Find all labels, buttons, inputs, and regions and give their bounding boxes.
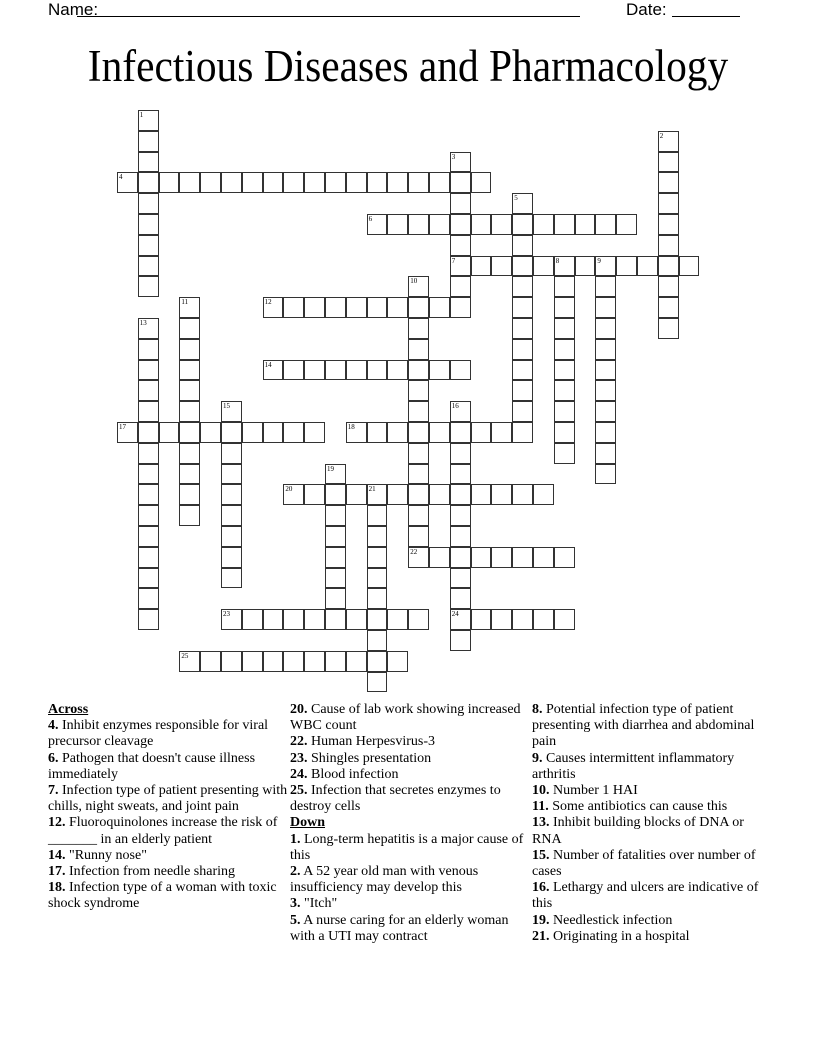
grid-cell[interactable] <box>221 651 242 672</box>
grid-cell[interactable] <box>450 484 471 505</box>
grid-cell[interactable] <box>221 547 242 568</box>
grid-cell[interactable] <box>512 276 533 297</box>
grid-cell[interactable] <box>658 276 679 297</box>
grid-cell[interactable] <box>367 526 388 547</box>
grid-cell[interactable] <box>450 297 471 318</box>
grid-cell[interactable] <box>491 256 512 277</box>
grid-cell[interactable] <box>533 214 554 235</box>
cell-number: 11 <box>181 298 189 307</box>
grid-cell[interactable] <box>512 380 533 401</box>
grid-cell[interactable] <box>179 484 200 505</box>
grid-cell[interactable] <box>179 172 200 193</box>
grid-cell[interactable] <box>408 297 429 318</box>
grid-cell[interactable] <box>138 360 159 381</box>
grid-cell[interactable] <box>408 422 429 443</box>
cell-number: 2 <box>659 131 664 140</box>
grid-cell[interactable] <box>450 464 471 485</box>
grid-cell[interactable] <box>367 214 388 235</box>
grid-cell[interactable] <box>283 484 304 505</box>
clues-column-3 <box>532 702 772 945</box>
grid-cell[interactable] <box>346 651 367 672</box>
grid-cell[interactable] <box>471 256 492 277</box>
grid-cell[interactable] <box>138 464 159 485</box>
grid-cell[interactable] <box>408 505 429 526</box>
grid-cell[interactable] <box>512 256 533 277</box>
grid-cell[interactable] <box>221 505 242 526</box>
grid-cell[interactable] <box>450 422 471 443</box>
grid-cell[interactable] <box>283 172 304 193</box>
grid-cell[interactable] <box>346 484 367 505</box>
grid-cell[interactable] <box>554 276 575 297</box>
grid-cell[interactable] <box>367 672 388 693</box>
down-heading: Down <box>290 815 326 831</box>
grid-cell[interactable] <box>471 422 492 443</box>
grid-cell[interactable] <box>387 360 408 381</box>
cell-number: 8 <box>555 256 560 265</box>
grid-cell[interactable] <box>450 547 471 568</box>
grid-cell[interactable] <box>429 484 450 505</box>
grid-cell[interactable] <box>138 526 159 547</box>
grid-cell[interactable] <box>512 318 533 339</box>
grid-cell[interactable] <box>221 609 242 630</box>
cell-number: 22 <box>410 547 418 556</box>
cell-number: 19 <box>327 464 334 473</box>
date-label: Date: <box>626 0 667 19</box>
grid-cell[interactable] <box>367 547 388 568</box>
grid-cell[interactable] <box>304 609 325 630</box>
cell-number: 9 <box>597 256 601 265</box>
cell-number: 17 <box>119 423 126 431</box>
grid-cell[interactable] <box>616 256 637 277</box>
grid-cell[interactable] <box>658 152 679 173</box>
grid-cell[interactable] <box>658 256 679 277</box>
grid-cell[interactable] <box>658 318 679 339</box>
grid-cell[interactable] <box>387 214 408 235</box>
grid-cell[interactable] <box>367 651 388 672</box>
grid-cell[interactable] <box>533 547 554 568</box>
cell-number: 1 <box>139 111 144 119</box>
grid-cell[interactable] <box>283 651 304 672</box>
grid-cell[interactable] <box>304 651 325 672</box>
grid-cell[interactable] <box>554 318 575 339</box>
clue-down-19: 19. Needlestick infection <box>532 912 673 928</box>
grid-cell[interactable] <box>138 380 159 401</box>
grid-cell[interactable] <box>138 547 159 568</box>
grid-cell[interactable] <box>575 256 596 277</box>
clue-down-10: 10. Number 1 HAI <box>532 783 638 799</box>
grid-cell[interactable] <box>138 484 159 505</box>
grid-cell[interactable] <box>367 588 388 609</box>
grid-cell[interactable] <box>533 484 554 505</box>
grid-cell[interactable] <box>242 172 263 193</box>
grid-cell[interactable] <box>471 609 492 630</box>
grid-cell[interactable] <box>595 318 616 339</box>
clues-column-1 <box>48 702 288 913</box>
grid-cell[interactable] <box>138 256 159 277</box>
grid-cell[interactable] <box>325 464 346 485</box>
grid-cell[interactable] <box>325 526 346 547</box>
grid-cell[interactable] <box>471 172 492 193</box>
clues-column-2 <box>290 702 530 945</box>
cell-number: 18 <box>347 423 355 431</box>
grid-cell[interactable] <box>263 422 284 443</box>
grid-cell[interactable] <box>221 172 242 193</box>
grid-cell[interactable] <box>200 422 221 443</box>
grid-cell[interactable] <box>367 505 388 526</box>
grid-cell[interactable] <box>429 360 450 381</box>
grid-cell[interactable] <box>117 422 138 443</box>
grid-cell[interactable] <box>346 609 367 630</box>
grid-cell[interactable] <box>138 276 159 297</box>
cell-number: 7 <box>451 256 456 265</box>
grid-cell[interactable] <box>221 568 242 589</box>
grid-cell[interactable] <box>200 172 221 193</box>
grid-cell[interactable] <box>408 401 429 422</box>
grid-cell[interactable] <box>221 464 242 485</box>
grid-cell[interactable] <box>554 422 575 443</box>
grid-cell[interactable] <box>138 193 159 214</box>
grid-cell[interactable] <box>367 172 388 193</box>
grid-cell[interactable] <box>159 172 180 193</box>
grid-cell[interactable] <box>595 256 616 277</box>
clue-across-22: 22. Human Herpesvirus-3 <box>290 734 436 750</box>
grid-cell[interactable] <box>221 401 242 422</box>
grid-cell[interactable] <box>450 443 471 464</box>
grid-cell[interactable] <box>408 609 429 630</box>
clue-down-16: 16. Lethargy and ulcers are indicative of this <box>532 880 759 912</box>
grid-cell[interactable] <box>450 568 471 589</box>
grid-cell[interactable] <box>471 547 492 568</box>
clue-across-7: 7. Infection type of patient presenting with chills, night sweats, and joint pain <box>48 783 288 815</box>
grid-cell[interactable] <box>325 588 346 609</box>
grid-cell[interactable] <box>138 318 159 339</box>
clue-across-17: 17. Infection from needle sharing <box>48 864 235 880</box>
grid-cell[interactable] <box>450 214 471 235</box>
grid-cell[interactable] <box>450 152 471 173</box>
grid-cell[interactable] <box>554 380 575 401</box>
grid-cell[interactable] <box>450 172 471 193</box>
grid-cell[interactable] <box>679 256 700 277</box>
clue-across-12: 12. Fluoroquinolones increase the risk of _______ in an elderly patient <box>48 815 278 847</box>
grid-cell[interactable] <box>491 484 512 505</box>
grid-cell[interactable] <box>512 193 533 214</box>
grid-cell[interactable] <box>304 297 325 318</box>
grid-cell[interactable] <box>283 609 304 630</box>
grid-cell[interactable] <box>408 526 429 547</box>
grid-cell[interactable] <box>429 214 450 235</box>
grid-cell[interactable] <box>367 422 388 443</box>
grid-cell[interactable] <box>408 380 429 401</box>
grid-cell[interactable] <box>512 547 533 568</box>
grid-cell[interactable] <box>179 380 200 401</box>
clue-across-20: 20. Cause of lab work showing increased WBC count <box>290 702 521 734</box>
grid-cell[interactable] <box>450 235 471 256</box>
grid-cell[interactable] <box>575 214 596 235</box>
grid-cell[interactable] <box>325 172 346 193</box>
grid-cell[interactable] <box>450 256 471 277</box>
grid-cell[interactable] <box>367 297 388 318</box>
grid-cell[interactable] <box>554 256 575 277</box>
cell-number: 20 <box>285 485 293 494</box>
clue-across-4: 4. Inhibit enzymes responsible for viral precursor cleavage <box>48 718 269 750</box>
grid-cell[interactable] <box>512 484 533 505</box>
cell-number: 6 <box>368 215 373 223</box>
grid-cell[interactable] <box>491 609 512 630</box>
grid-cell[interactable] <box>179 401 200 422</box>
grid-cell[interactable] <box>471 214 492 235</box>
grid-cell[interactable] <box>595 443 616 464</box>
grid-cell[interactable] <box>346 422 367 443</box>
grid-cell[interactable] <box>138 339 159 360</box>
grid-cell[interactable] <box>408 339 429 360</box>
clue-across-23: 23. Shingles presentation <box>290 750 432 766</box>
clue-down-21: 21. Originating in a hospital <box>532 928 690 944</box>
grid-cell[interactable] <box>408 360 429 381</box>
cell-number: 21 <box>368 485 376 494</box>
grid-cell[interactable] <box>387 172 408 193</box>
cell-number: 23 <box>223 610 230 619</box>
grid-cell[interactable] <box>595 380 616 401</box>
grid-cell[interactable] <box>367 609 388 630</box>
grid-cell[interactable] <box>595 360 616 381</box>
grid-cell[interactable] <box>554 360 575 381</box>
grid-cell[interactable] <box>533 609 554 630</box>
grid-cell[interactable] <box>325 568 346 589</box>
grid-cell[interactable] <box>304 484 325 505</box>
clue-down-3: 3. "Itch" <box>290 896 338 912</box>
grid-cell[interactable] <box>429 422 450 443</box>
grid-cell[interactable] <box>242 651 263 672</box>
grid-cell[interactable] <box>221 526 242 547</box>
grid-cell[interactable] <box>325 547 346 568</box>
grid-cell[interactable] <box>533 256 554 277</box>
grid-cell[interactable] <box>450 526 471 547</box>
grid-cell[interactable] <box>554 214 575 235</box>
grid-cell[interactable] <box>179 297 200 318</box>
name-label: Name: <box>48 0 99 19</box>
grid-cell[interactable] <box>637 256 658 277</box>
grid-cell[interactable] <box>450 630 471 651</box>
grid-cell[interactable] <box>221 484 242 505</box>
grid-cell[interactable] <box>595 276 616 297</box>
grid-cell[interactable] <box>304 172 325 193</box>
grid-cell[interactable] <box>263 360 284 381</box>
cell-number: 12 <box>264 298 272 307</box>
grid-cell[interactable] <box>595 214 616 235</box>
grid-cell[interactable] <box>221 422 242 443</box>
cell-number: 16 <box>451 402 459 411</box>
cell-number: 13 <box>139 319 147 327</box>
grid-cell[interactable] <box>138 172 159 193</box>
grid-cell[interactable] <box>325 609 346 630</box>
grid-cell[interactable] <box>658 172 679 193</box>
clue-across-14: 14. "Runny nose" <box>48 847 147 863</box>
grid-cell[interactable] <box>471 484 492 505</box>
grid-cell[interactable] <box>491 422 512 443</box>
grid-cell[interactable] <box>346 172 367 193</box>
grid-cell[interactable] <box>450 276 471 297</box>
grid-cell[interactable] <box>179 422 200 443</box>
grid-cell[interactable] <box>512 214 533 235</box>
clue-down-11: 11. Some antibiotics can cause this <box>532 799 728 815</box>
grid-cell[interactable] <box>387 422 408 443</box>
grid-cell[interactable] <box>242 422 263 443</box>
grid-cell[interactable] <box>595 464 616 485</box>
grid-cell[interactable] <box>179 651 200 672</box>
grid-cell[interactable] <box>179 360 200 381</box>
grid-cell[interactable] <box>159 422 180 443</box>
clue-down-8: 8. Potential infection type of patient presenting with diarrhea and abdominal pain <box>532 702 755 750</box>
grid-cell[interactable] <box>512 360 533 381</box>
grid-cell[interactable] <box>595 422 616 443</box>
grid-cell[interactable] <box>512 297 533 318</box>
cell-number: 3 <box>451 152 456 161</box>
grid-cell[interactable] <box>138 568 159 589</box>
grid-cell[interactable] <box>346 297 367 318</box>
grid-cell[interactable] <box>283 422 304 443</box>
grid-cell[interactable] <box>325 505 346 526</box>
grid-cell[interactable] <box>450 588 471 609</box>
grid-cell[interactable] <box>450 505 471 526</box>
grid-cell[interactable] <box>346 360 367 381</box>
grid-cell[interactable] <box>512 401 533 422</box>
grid-cell[interactable] <box>408 276 429 297</box>
grid-cell[interactable] <box>263 651 284 672</box>
grid-cell[interactable] <box>325 297 346 318</box>
grid-cell[interactable] <box>221 443 242 464</box>
grid-cell[interactable] <box>658 297 679 318</box>
grid-cell[interactable] <box>408 484 429 505</box>
cell-number: 4 <box>119 173 123 182</box>
grid-cell[interactable] <box>283 297 304 318</box>
grid-cell[interactable] <box>554 609 575 630</box>
grid-cell[interactable] <box>554 401 575 422</box>
grid-cell[interactable] <box>304 422 325 443</box>
grid-cell[interactable] <box>263 609 284 630</box>
clue-down-2: 2. A 52 year old man with venous insufficiency may develop this <box>290 864 479 896</box>
page-title: Infectious Diseases and Pharmacology <box>87 41 729 91</box>
grid-cell[interactable] <box>179 318 200 339</box>
grid-cell[interactable] <box>200 651 221 672</box>
cell-number: 14 <box>264 360 272 369</box>
clue-down-1: 1. Long-term hepatitis is a major cause of this <box>290 831 524 863</box>
grid-cell[interactable] <box>658 235 679 256</box>
grid-cell[interactable] <box>138 443 159 464</box>
grid-cell[interactable] <box>429 297 450 318</box>
grid-cell[interactable] <box>408 318 429 339</box>
grid-cell[interactable] <box>595 297 616 318</box>
clue-down-13: 13. Inhibit building blocks of DNA or RNA <box>532 815 744 847</box>
grid-cell[interactable] <box>242 609 263 630</box>
grid-cell[interactable] <box>387 609 408 630</box>
grid-cell[interactable] <box>408 214 429 235</box>
grid-cell[interactable] <box>138 505 159 526</box>
grid-cell[interactable] <box>138 152 159 173</box>
cell-number: 5 <box>514 194 518 203</box>
grid-cell[interactable] <box>179 464 200 485</box>
grid-cell[interactable] <box>367 568 388 589</box>
grid-cell[interactable] <box>138 235 159 256</box>
grid-cell[interactable] <box>138 609 159 630</box>
grid-cell[interactable] <box>138 110 159 131</box>
grid-cell[interactable] <box>117 172 138 193</box>
grid-cell[interactable] <box>138 131 159 152</box>
clue-down-9: 9. Causes intermittent inflammatory arthritis <box>532 750 735 782</box>
grid-cell[interactable] <box>512 422 533 443</box>
grid-cell[interactable] <box>429 172 450 193</box>
across-heading: Across <box>48 702 89 717</box>
grid-cell[interactable] <box>138 401 159 422</box>
grid-cell[interactable] <box>512 609 533 630</box>
grid-cell[interactable] <box>283 360 304 381</box>
grid-cell[interactable] <box>304 360 325 381</box>
grid-cell[interactable] <box>450 360 471 381</box>
grid-cell[interactable] <box>387 651 408 672</box>
clue-across-18: 18. Infection type of a woman with toxic shock syndrome <box>48 880 277 912</box>
grid-cell[interactable] <box>179 443 200 464</box>
grid-cell[interactable] <box>387 484 408 505</box>
grid-cell[interactable] <box>263 172 284 193</box>
grid-cell[interactable] <box>450 401 471 422</box>
clue-across-24: 24. Blood infection <box>290 766 399 782</box>
grid-cell[interactable] <box>554 443 575 464</box>
grid-cell[interactable] <box>367 484 388 505</box>
clue-across-6: 6. Pathogen that doesn't cause illness immediately <box>48 750 256 782</box>
grid-cell[interactable] <box>263 297 284 318</box>
grid-cell[interactable] <box>138 214 159 235</box>
grid-cell[interactable] <box>325 484 346 505</box>
cell-number: 24 <box>451 610 459 619</box>
grid-cell[interactable] <box>491 547 512 568</box>
grid-cell[interactable] <box>658 131 679 152</box>
cell-number: 15 <box>223 402 230 411</box>
grid-cell[interactable] <box>491 214 512 235</box>
grid-cell[interactable] <box>408 464 429 485</box>
grid-cell[interactable] <box>554 547 575 568</box>
grid-cell[interactable] <box>429 547 450 568</box>
grid-cell[interactable] <box>595 339 616 360</box>
grid-cell[interactable] <box>367 630 388 651</box>
grid-cell[interactable] <box>658 214 679 235</box>
clue-down-15: 15. Number of fatalities over number of cases <box>532 847 756 880</box>
grid-cell[interactable] <box>658 193 679 214</box>
grid-cell[interactable] <box>138 422 159 443</box>
grid-cell[interactable] <box>554 297 575 318</box>
grid-cell[interactable] <box>179 339 200 360</box>
grid-cell[interactable] <box>512 235 533 256</box>
grid-cell[interactable] <box>387 297 408 318</box>
clue-across-25: 25. Infection that secretes enzymes to destroy cells <box>290 783 501 815</box>
grid-cell[interactable] <box>512 339 533 360</box>
grid-cell[interactable] <box>554 339 575 360</box>
grid-cell[interactable] <box>408 547 429 568</box>
grid-cell[interactable] <box>179 505 200 526</box>
grid-cell[interactable] <box>408 172 429 193</box>
grid-cell[interactable] <box>408 443 429 464</box>
grid-cell[interactable] <box>616 214 637 235</box>
grid-cell[interactable] <box>325 651 346 672</box>
grid-cell[interactable] <box>450 609 471 630</box>
grid-cell[interactable] <box>325 360 346 381</box>
cell-number: 25 <box>181 651 189 660</box>
grid-cell[interactable] <box>450 193 471 214</box>
grid-cell[interactable] <box>138 588 159 609</box>
grid-cell[interactable] <box>595 401 616 422</box>
cell-number: 10 <box>410 277 418 286</box>
grid-cell[interactable] <box>367 360 388 381</box>
clue-down-5: 5. A nurse caring for an elderly woman with a UTI may contract <box>290 912 509 944</box>
